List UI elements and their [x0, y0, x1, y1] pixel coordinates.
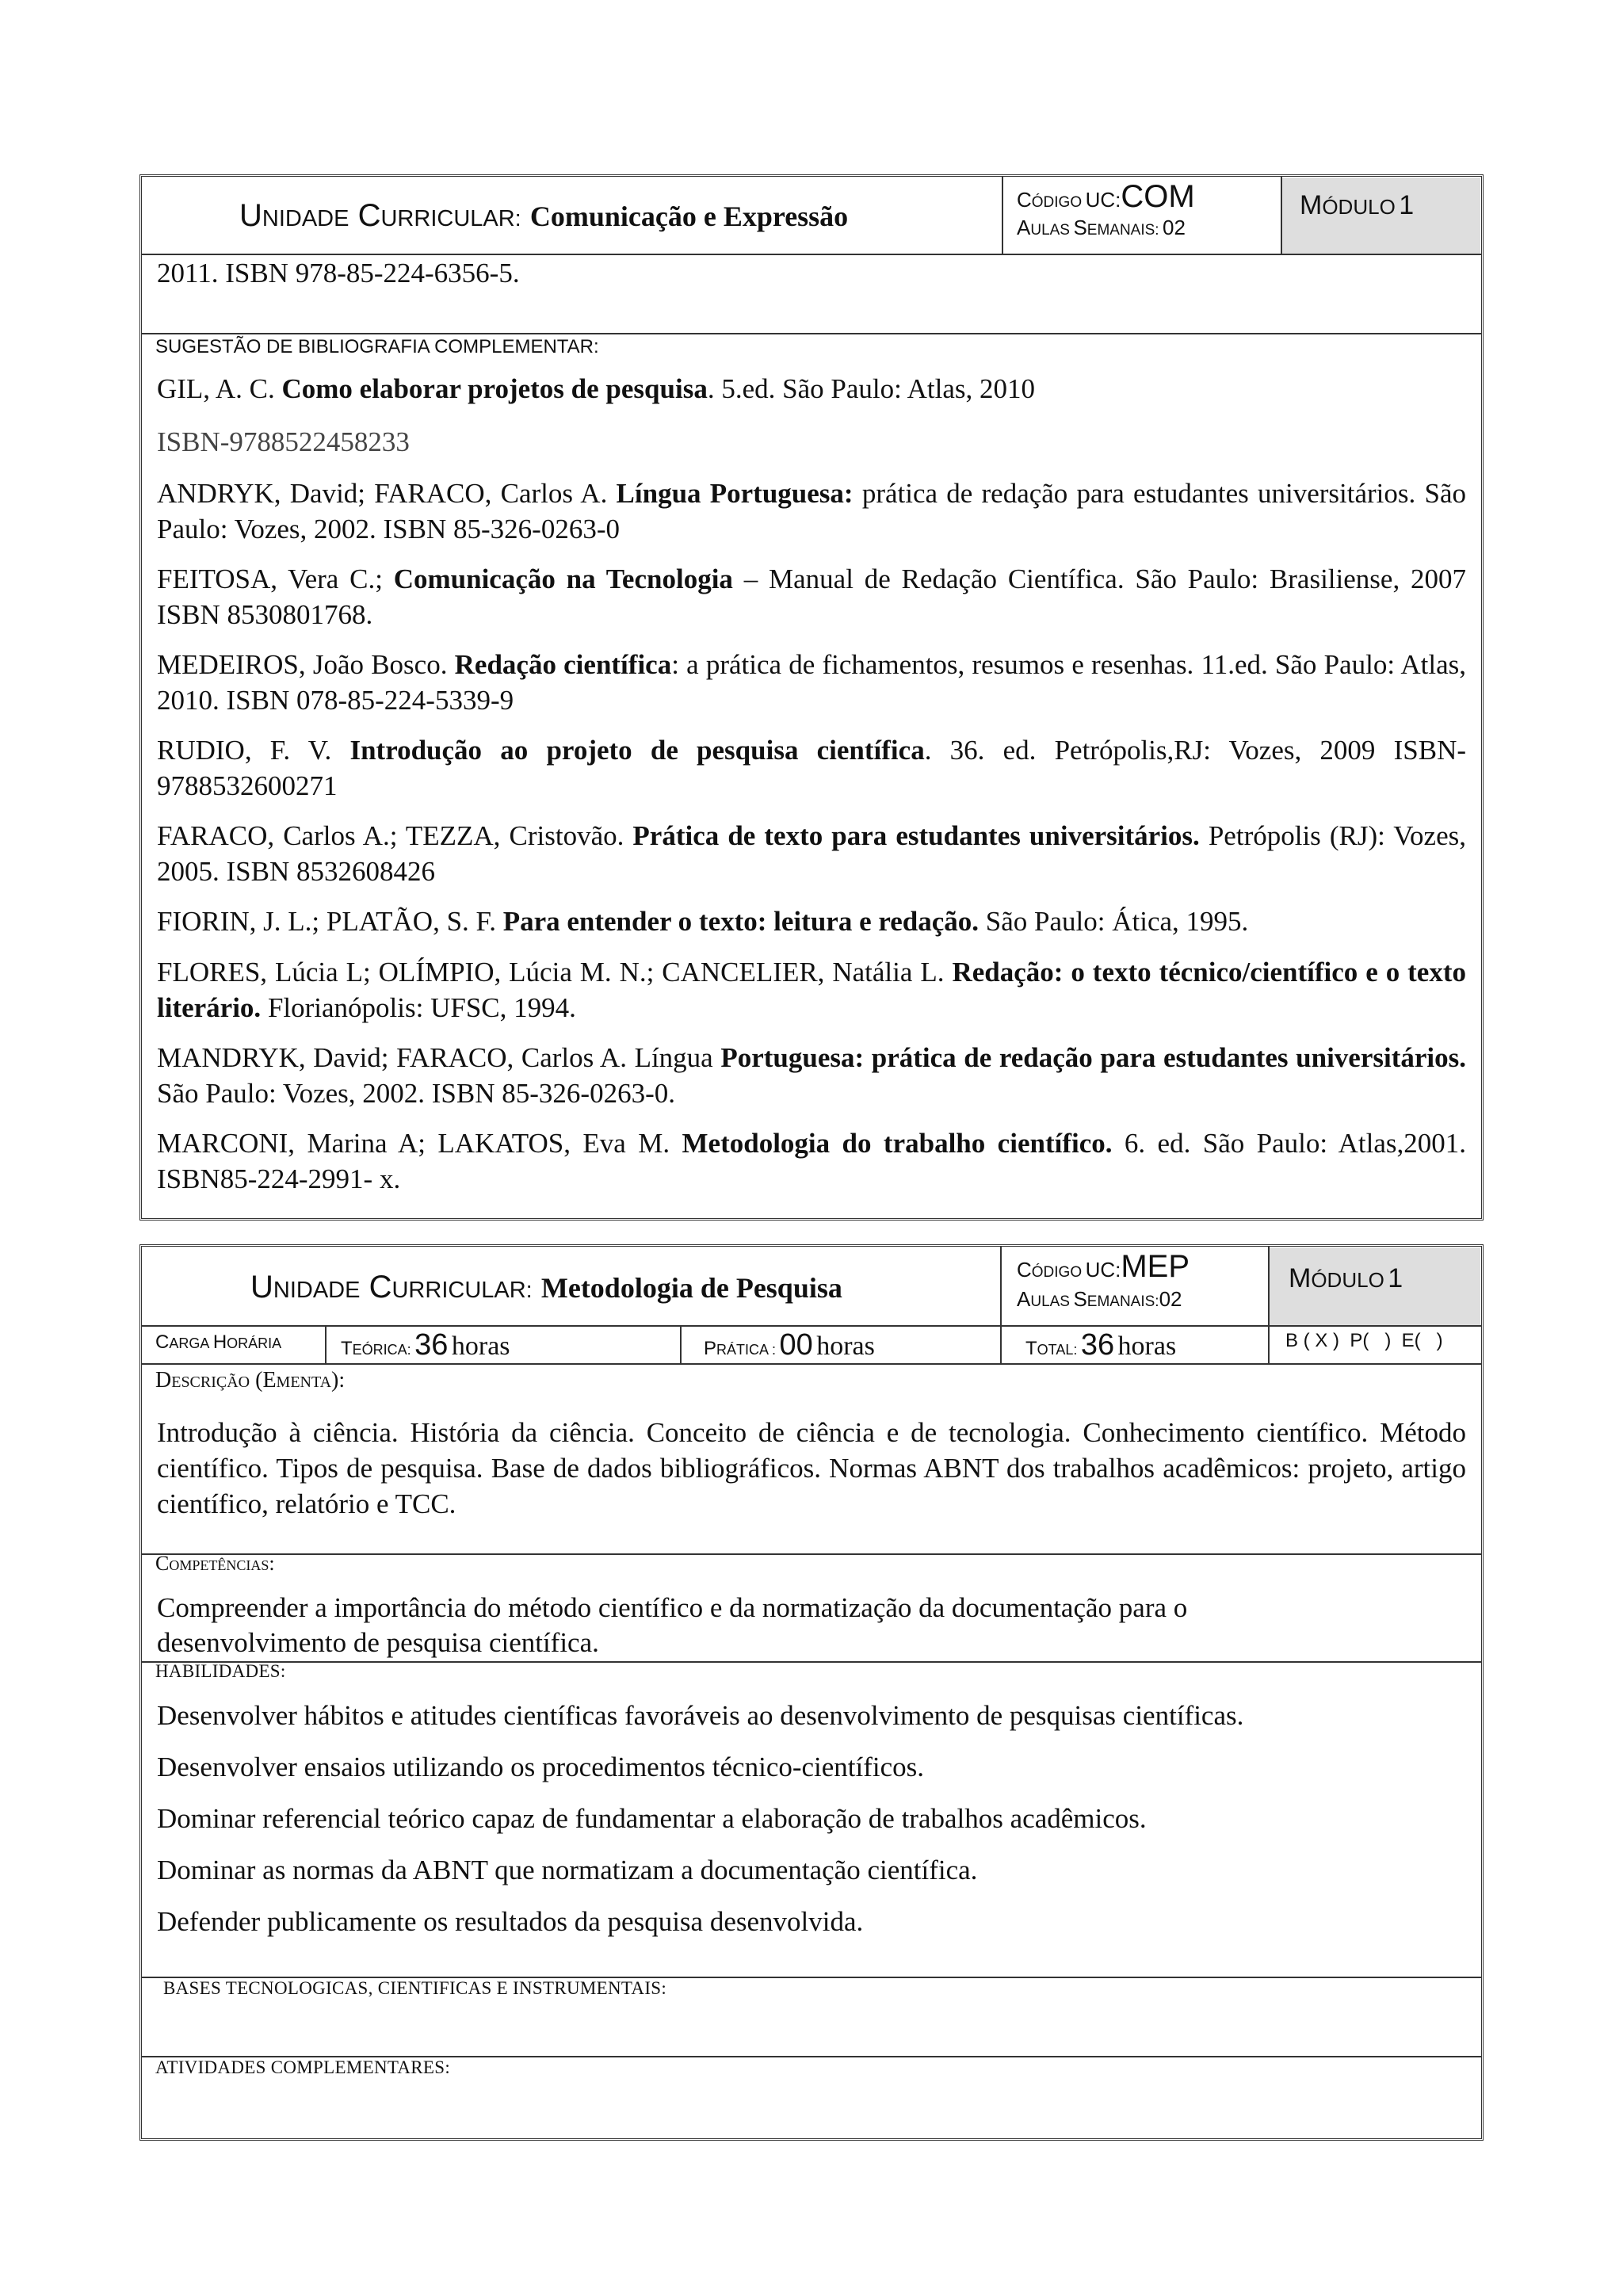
modulo-2: MÓDULO 1	[1289, 1263, 1403, 1293]
list-item: Desenvolver hábitos e atitudes científicas favoráveis ao desenvolvimento de pesquisas científicas.	[157, 1700, 1244, 1731]
carga-horaria-label: CARGA HORÁRIA	[155, 1331, 282, 1353]
reference-item: MEDEIROS, João Bosco. Redação científica: a prática de fichamentos, resumos e resenhas. 11.ed. São Paulo: Atlas, 2010. ISBN 078-85-224-5339-9	[157, 649, 1466, 716]
reference-item: FARACO, Carlos A.; TEZZA, Cristovão. Prática de texto para estudantes universitários. Petrópolis (RJ): Vozes, 2005. ISBN 8532608426	[157, 820, 1466, 887]
uc-header-title-2: UNIDADE CURRICULAR: Metodologia de Pesquisa	[250, 1270, 842, 1305]
competencias-label: Competências:	[155, 1552, 275, 1575]
competencias-text: Compreender a importância do método científico e da normatização da documentação para o desenvolvimento de pesquisa científica.	[157, 1592, 1188, 1658]
reference-item: FEITOSA, Vera C.; Comunicação na Tecnologia – Manual de Redação Científica. São Paulo: Brasiliense, 2007 ISBN 8530801768.	[157, 563, 1466, 630]
list-item: Desenvolver ensaios utilizando os procedimentos técnico-científicos.	[157, 1752, 925, 1782]
aulas-semanais-1: AULAS SEMANAIS: 02	[1017, 216, 1186, 239]
continued-reference: 2011. ISBN 978-85-224-6356-5.	[157, 258, 520, 288]
reference-item: ANDRYK, David; FARACO, Carlos A. Língua Portuguesa: prática de redação para estudantes universitários. São Paulo: Vozes, 2002. ISBN 85-326-0263-0	[157, 478, 1466, 544]
reference-item: MARCONI, Marina A; LAKATOS, Eva M. Metodologia do trabalho científico. 6. ed. São Paulo: Atlas,2001. ISBN85-224-2991- x.	[157, 1128, 1466, 1194]
pratica-hours: PRÁTICA : 00 horas	[704, 1328, 875, 1362]
reference-item: GIL, A. C. Como elaborar projetos de pesquisa. 5.ed. São Paulo: Atlas, 2010	[157, 373, 1036, 404]
codigo-uc-1: CÓDIGO UC:COM	[1017, 179, 1195, 214]
reference-item: ISBN-9788522458233	[157, 426, 410, 457]
list-item: Dominar as normas da ABNT que normatizam a documentação científica.	[157, 1855, 978, 1885]
modulo-1: MÓDULO 1	[1300, 190, 1415, 220]
uc-header-title-1: UNIDADE CURRICULAR: Comunicação e Expressão	[239, 198, 849, 233]
aulas-semanais-2: AULAS SEMANAIS:02	[1017, 1287, 1182, 1311]
uc-name: Metodologia de Pesquisa	[540, 1272, 842, 1304]
codigo-value: COM	[1121, 179, 1195, 214]
descricao-text: Introdução à ciência. História da ciência. Conceito de ciência e de tecnologia. Conhecimento científico. Método científico. Tipos de pesquisa. Base de dados bibliográficos. Normas ABNT dos trabalhos acadêmicos: projeto, artigo científico, relatório e TCC.	[157, 1417, 1466, 1519]
complementar-label: SUGESTÃO DE BIBLIOGRAFIA COMPLEMENTAR:	[155, 336, 599, 357]
codigo-value: MEP	[1121, 1249, 1190, 1284]
list-item: Defender publicamente os resultados da pesquisa desenvolvida.	[157, 1906, 864, 1937]
descricao-label: Descrição (Ementa):	[155, 1368, 346, 1392]
habilidades-label: HABILIDADES:	[155, 1661, 286, 1681]
bases-label: BASES TECNOLOGICAS, CIENTIFICAS E INSTRUMENTAIS:	[163, 1978, 667, 1998]
list-item: Dominar referencial teórico capaz de fundamentar a elaboração de trabalhos acadêmicos.	[157, 1803, 1147, 1834]
tipo-selection: B ( X ) P( ) E( )	[1285, 1330, 1443, 1351]
uc-name: Comunicação e Expressão	[529, 201, 849, 232]
reference-item: MANDRYK, David; FARACO, Carlos A. Língua Portuguesa: prática de redação para estudantes universitários. São Paulo: Vozes, 2002. ISBN 85-326-0263-0.	[157, 1042, 1466, 1109]
teorica-hours: TEÓRICA: 36 horas	[341, 1328, 510, 1362]
total-hours: TOTAL: 36 horas	[1025, 1328, 1177, 1362]
reference-item: FLORES, Lúcia L; OLÍMPIO, Lúcia M. N.; CANCELIER, Natália L. Redação: o texto técnico/científico e o texto literário. Florianópolis: UFSC, 1994.	[157, 957, 1466, 1023]
reference-item: RUDIO, F. V. Introdução ao projeto de pesquisa científica. 36. ed. Petrópolis,RJ: Vozes, 2009 ISBN-9788532600271	[157, 735, 1467, 801]
codigo-uc-2: CÓDIGO UC:MEP	[1017, 1249, 1190, 1284]
atividades-label: ATIVIDADES COMPLEMENTARES:	[155, 2057, 451, 2077]
reference-item: FIORIN, J. L.; PLATÃO, S. F. Para entender o texto: leitura e redação. São Paulo: Ática, 1995.	[157, 906, 1249, 937]
